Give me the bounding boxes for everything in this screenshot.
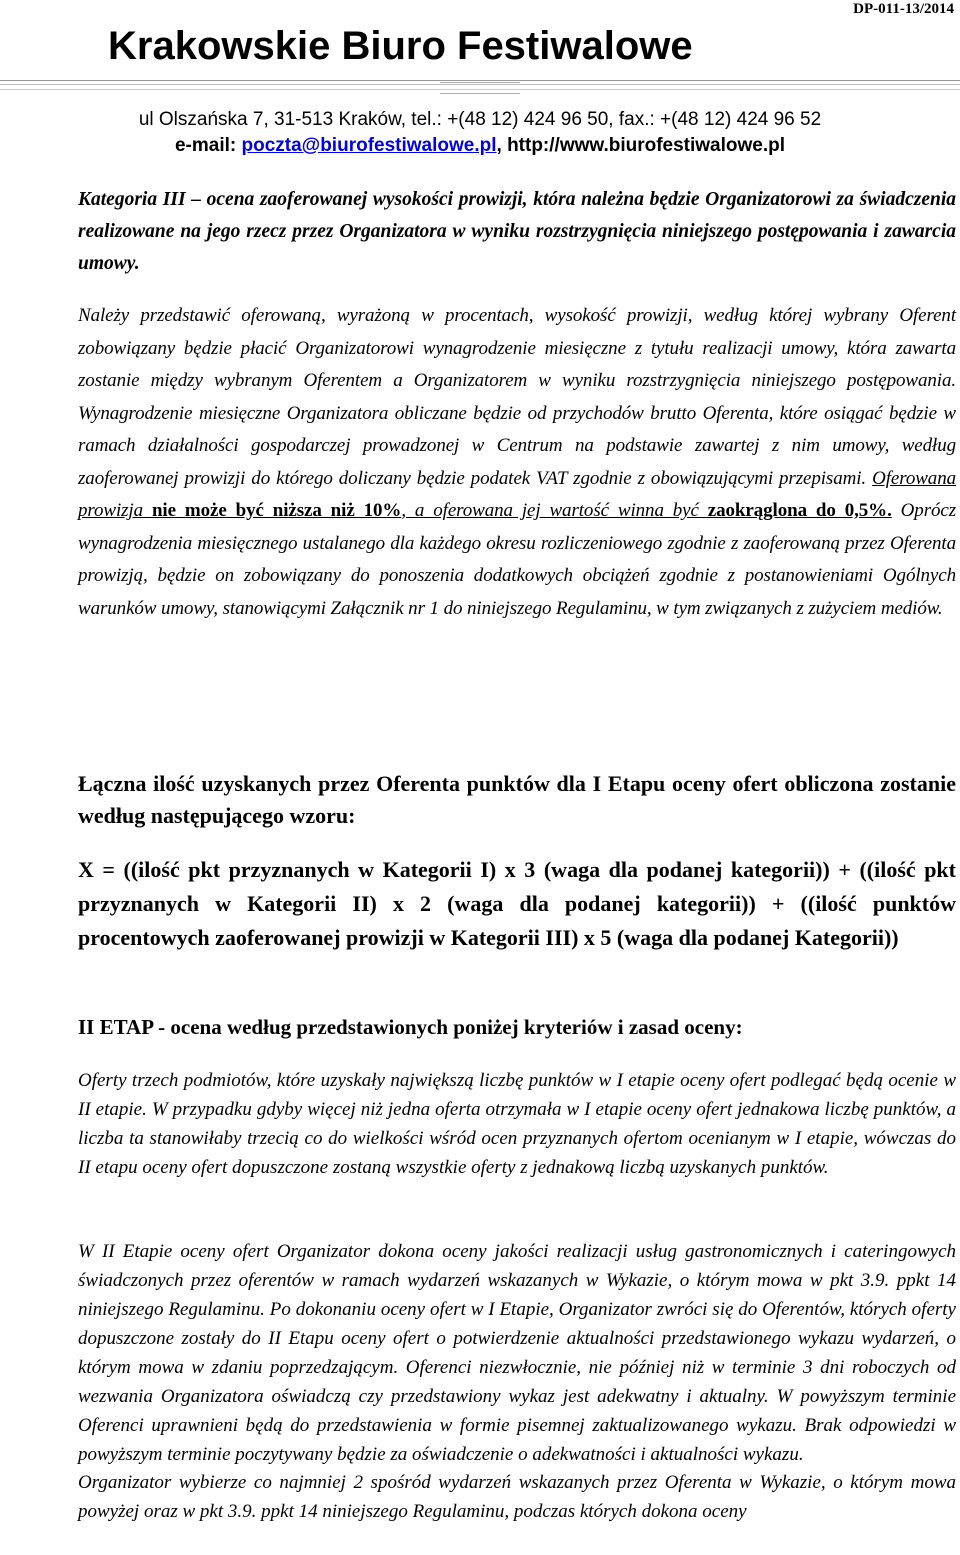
- address-line: ul Olszańska 7, 31-513 Kraków, tel.: +(48 12) 424 96 50, fax.: +(48 12) 424 96 52: [138, 109, 822, 130]
- commission-bold-1: nie może być niższa niż 10%: [143, 500, 402, 521]
- commission-underlined-2: , a oferowana jej wartość winna być: [401, 500, 699, 521]
- etap2-paragraph-1: Oferty trzech podmiotów, które uzyskały największą liczbę punktów w I etapie oceny ofert podlegać będą ocenie w II etapie. W przypadku gdyby więcej niż jedna oferta otrzymała w I etapie oceny ofert jednakowa liczbę punktów, a liczba ta stanowiłaby trzecią co do wielkości wśród ocen przyznanych ofertom ocenianym w I etapie, wówczas do II etapu oceny ofert dopuszczone zostaną wszystkie oferty z jednakową liczbą uzyskanych punktów.: [78, 1070, 956, 1178]
- score-formula: X = ((ilość pkt przyznanych w Kategorii I) x 3 (waga dla podanej kategorii)) + ((ilość pkt przyznanych w Kategorii II) x 2 (waga dla podanej kategorii)) + ((ilość punktów procentowych zaoferowanej prowizji w Kategorii III) x 5 (waga dla podanej Kategorii)): [78, 857, 956, 950]
- commission-text-part1: Należy przedstawić oferowaną, wyrażoną w procentach, wysokość prowizji, według której wybrany Oferent zobowiązany będzie płacić Organizatorowi wynagrodzenie miesięczne z tytułu realizacji umowy, która zawarta zostanie między wybranym Oferentem a Organizatorem w wyniku rozstrzygnięcia niniejszego postępowania. Wynagrodzenie miesięczne Organizatora obliczane będzie od przychodów brutto Oferenta, które osiągać będzie w ramach działalności gospodarczej prowadzonej w Centrum na podstawie zawartej z nim umowy, według zaoferowanej prowizji do którego doliczany będzie podatek VAT zgodnie z obowiązującymi przepisami.: [78, 305, 956, 489]
- summary-heading: Łączna ilość uzyskanych przez Oferenta punktów dla I Etapu oceny ofert obliczona zostanie według następującego wzoru:: [78, 771, 956, 828]
- commission-text-part2: Oprócz wynagrodzenia miesięcznego ustalanego dla każdego okresu rozliczeniowego zgodnie z zaoferowaną przez Oferenta prowizją, będzie on zobowiązany do ponoszenia dodatkowych obciążeń zgodnie z postanowieniami Ogólnych warunków umowy, stanowiącymi Załącznik nr 1 do niniejszego Regulaminu, w tym związanych z zużyciem mediów.: [78, 500, 957, 619]
- document-id: DP-011-13/2014: [853, 1, 954, 17]
- commission-underlined-1: Oferowana prowizja: [78, 467, 956, 521]
- organization-title: Krakowskie Biuro Festiwalowe: [108, 24, 693, 68]
- etap2-heading: II ETAP - ocena według przedstawionych poniżej kryteriów i zasad oceny:: [78, 1015, 743, 1039]
- commission-bold-2: zaokrąglona do 0,5%.: [698, 500, 892, 521]
- contact-separator: ,: [496, 135, 508, 156]
- commission-paragraph: [78, 300, 956, 625]
- email-label: e-mail:: [174, 135, 242, 156]
- header-divider: [0, 80, 960, 94]
- etap2-paragraph-2: W II Etapie oceny ofert Organizator dokona oceny jakości realizacji usług gastronomicznych i cateringowych świadczonych przez oferentów w ramach wydarzeń wskazanych w Wykazie, o którym mowa w pkt 3.9. ppkt 14 niniejszego Regulaminu. Po dokonaniu oceny ofert w I Etapie, Organizator zwróci się do Oferentów, których oferty dopuszczone zostały do II Etapu oceny ofert o potwierdzenie aktualności przedstawionego wykazu wydarzeń, o którym mowa w zdaniu poprzedzającym. Oferenci niezwłocznie, nie później niż w terminie 3 dni roboczych od wezwania Organizatora oświadczą czy przedstawiony wykaz jest adekwatny i aktualny. W powyższym terminie Oferenci uprawnieni będą do przedstawienia w formie pisemnej zaktualizowanego wykazu. Brak odpowiedzi w powyższym terminie poczytywany będzie za oświadczenie o adekwatności i aktualności wykazu.: [78, 1241, 956, 1465]
- email-link[interactable]: poczta@biurofestiwalowe.pl: [241, 135, 497, 156]
- website-link[interactable]: http://www.biurofestiwalowe.pl: [507, 135, 786, 156]
- category3-heading: Kategoria III – ocena zaoferowanej wysokości prowizji, która należna będzie Organizatorowi za świadczenia realizowane na jego rzecz przez Organizatora w wyniku rozstrzygnięcia niniejszego postępowania i zawarcia umowy.: [78, 189, 956, 274]
- etap2-paragraph-3: Organizator wybierze co najmniej 2 spośród wydarzeń wskazanych przez Oferenta w Wykazie, o którym mowa powyżej oraz w pkt 3.9. ppkt 14 niniejszego Regulaminu, podczas których dokona oceny: [78, 1472, 956, 1522]
- contact-line: [0, 134, 960, 158]
